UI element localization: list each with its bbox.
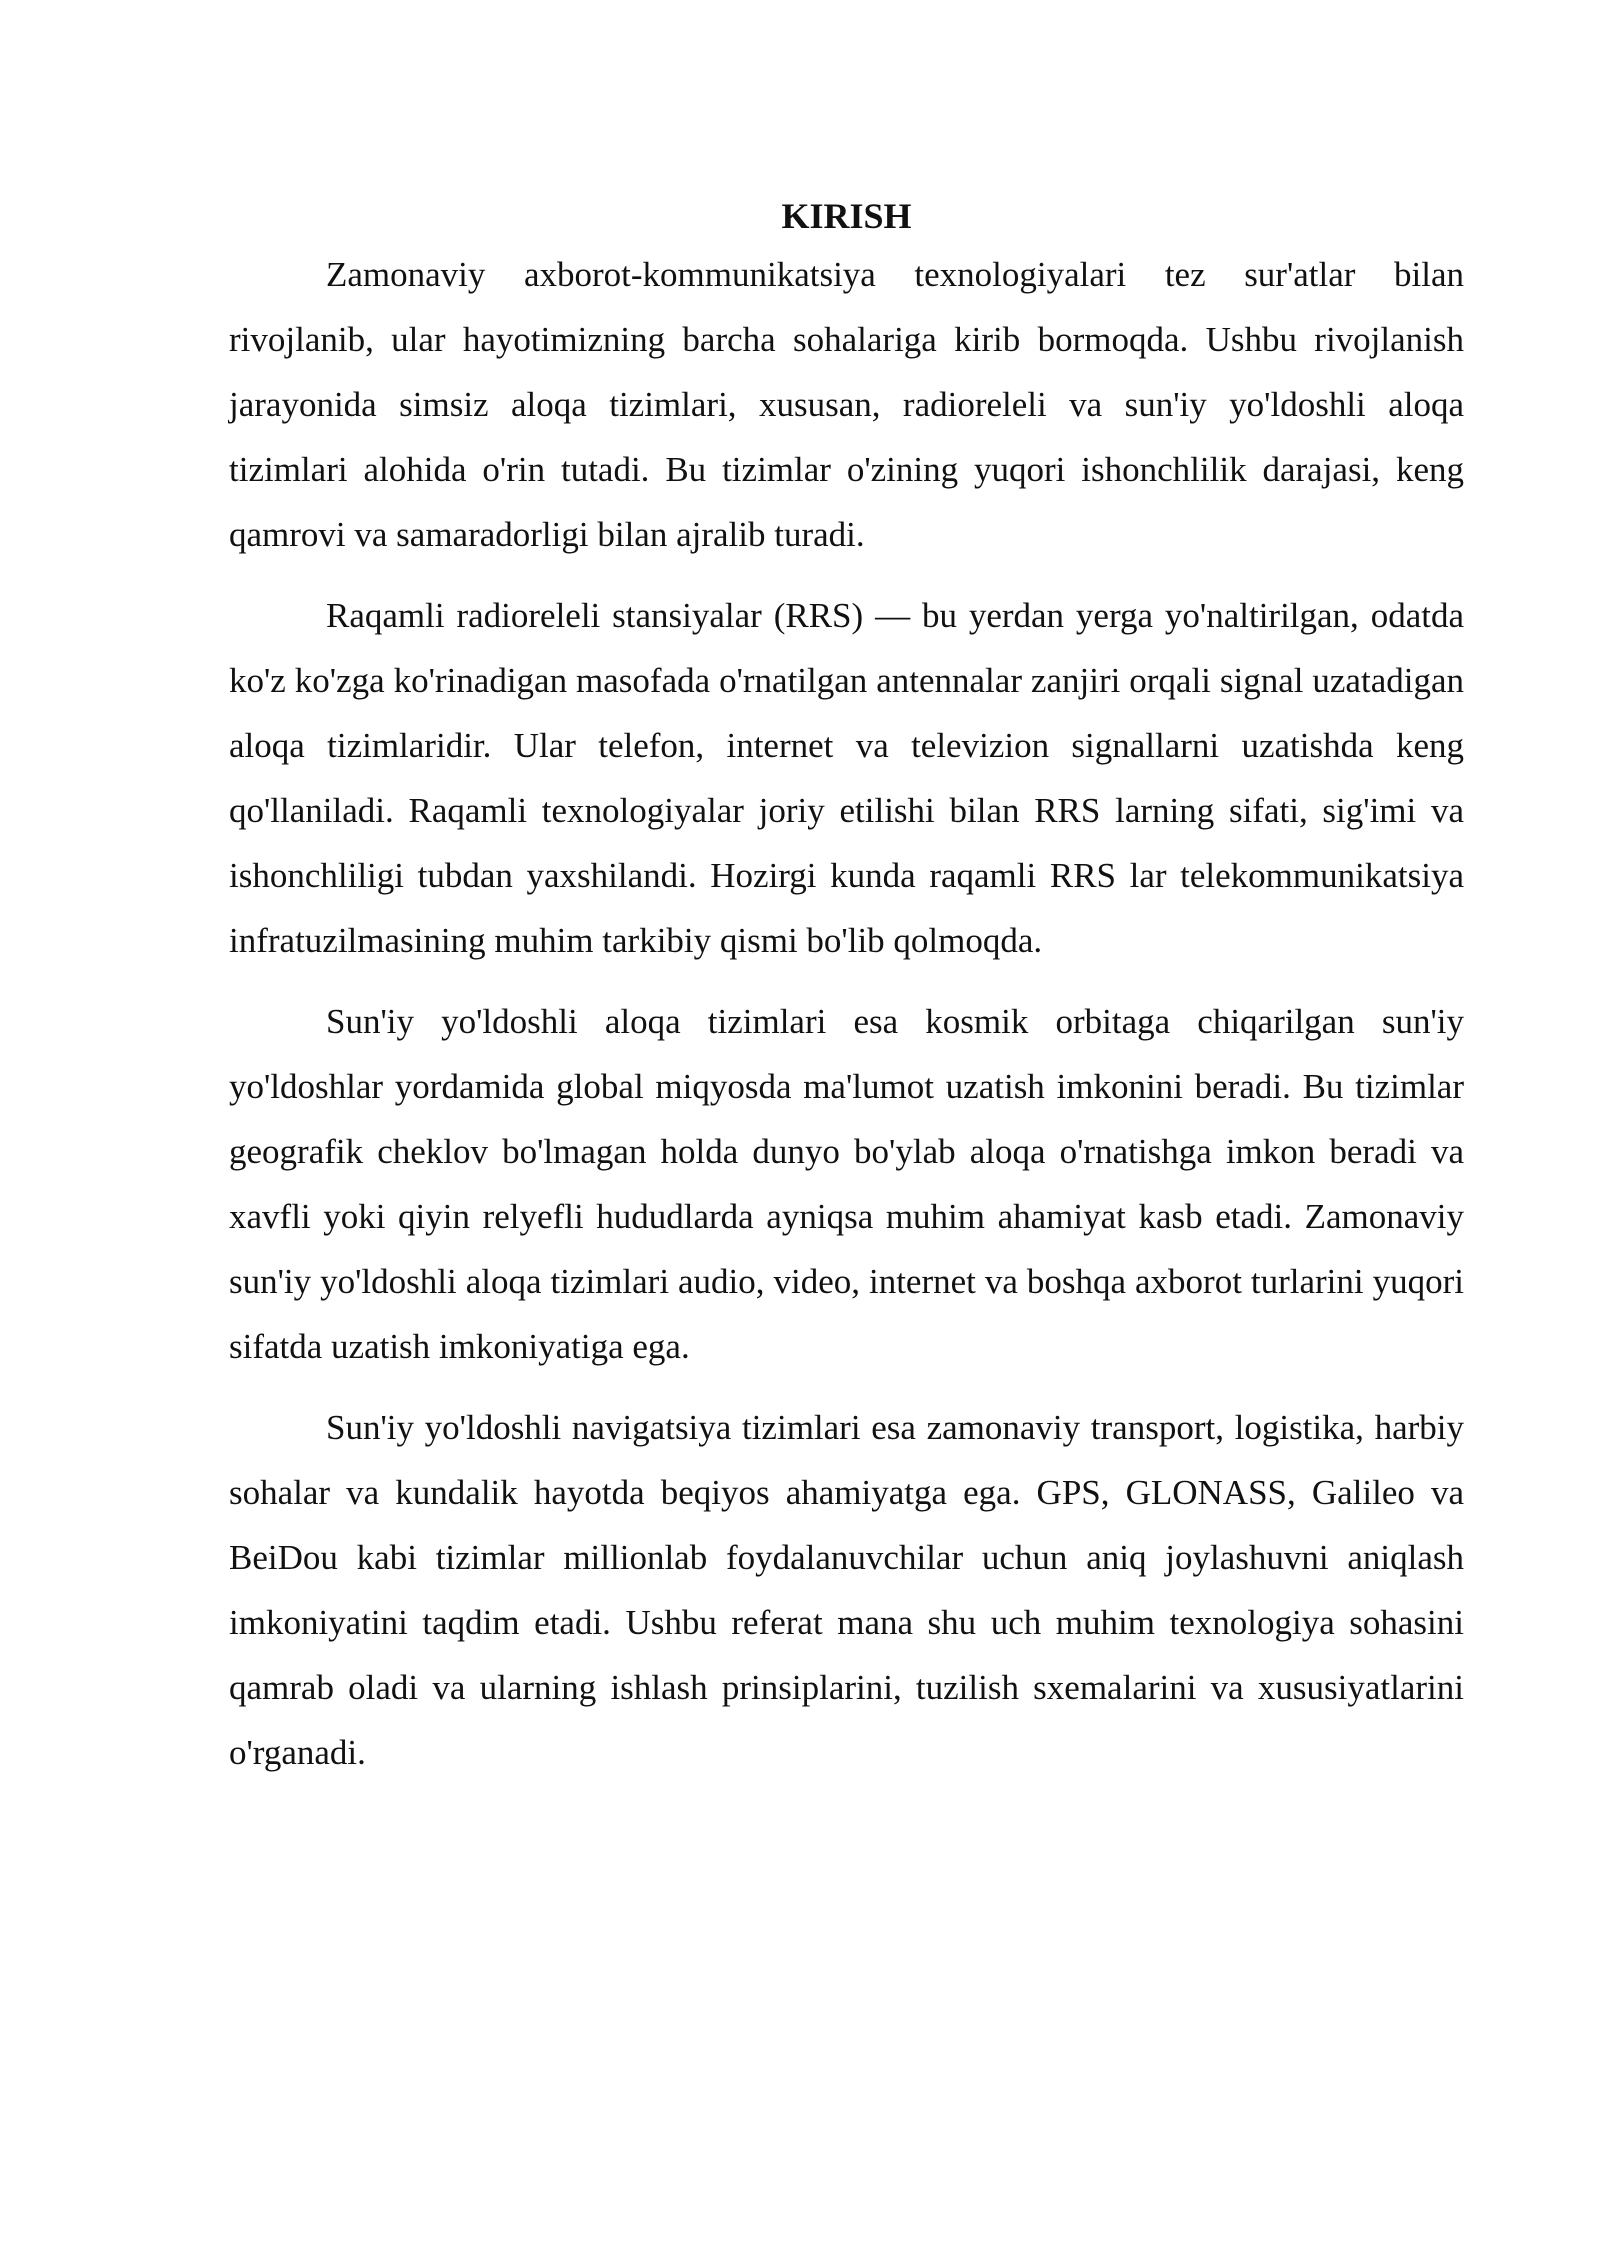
paragraph-2: Raqamli radioreleli stansiyalar (RRS) — bu yerdan yerga yo'naltirilgan, odatda ko'z ko'zga ko'rinadigan masofada o'rnatilgan antennalar zanjiri orqali signal uzatadigan aloqa tizimlaridir. Ular telefon, internet va televizion signallarni uzatishda keng qo'llaniladi. Raqamli texnologiyalar joriy etilishi bilan RRS larning sifati, sig'imi va ishonchliligi tubdan yaxshilandi. Hozirgi kunda raqamli RRS lar telekommunikatsiya infratuzilmasining muhim tarkibiy qismi bo'lib qolmoqda. [229, 596, 1464, 960]
paragraph-3: Sun'iy yo'ldoshli aloqa tizimlari esa kosmik orbitaga chiqarilgan sun'iy yo'ldoshlar yordamida global miqyosda ma'lumot uzatish imkonini beradi. Bu tizimlar geografik cheklov bo'lmagan holda dunyo bo'ylab aloqa o'rnatishga imkon beradi va xavfli yoki qiyin relyefli hududlarda ayniqsa muhim ahamiyat kasb etadi. Zamonaviy sun'iy yo'ldoshli aloqa tizimlari audio, video, internet va boshqa axborot turlarini yuqori sifatda uzatish imkoniyatiga ega. [229, 1002, 1464, 1366]
paragraph-4: Sun'iy yo'ldoshli navigatsiya tizimlari esa zamonaviy transport, logistika, harbiy sohalar va kundalik hayotda beqiyos ahamiyatga ega. GPS, GLONASS, Galileo va BeiDou kabi tizimlar millionlab foydalanuvchilar uchun aniq joylashuvni aniqlash imkoniyatini taqdim etadi. Ushbu referat mana shu uch muhim texnologiya sohasini qamrab oladi va ularning ishlash prinsiplarini, tuzilish sxemalarini va xususiyatlarini o'rganadi. [229, 1408, 1464, 1772]
page-title: KIRISH [781, 196, 912, 236]
paragraph-1: Zamonaviy axborot-kommunikatsiya texnologiyalari tez sur'atlar bilan rivojlanib, ular hayotimizning barcha sohalariga kirib bormoqda. Ushbu rivojlanish jarayonida simsiz aloqa tizimlari, xususan, radioreleli va sun'iy yo'ldoshli aloqa tizimlari alohida o'rin tutadi. Bu tizimlar o'zining yuqori ishonchlilik darajasi, keng qamrovi va samaradorligi bilan ajralib turadi. [229, 255, 1464, 554]
document-body [229, 190, 1464, 1801]
